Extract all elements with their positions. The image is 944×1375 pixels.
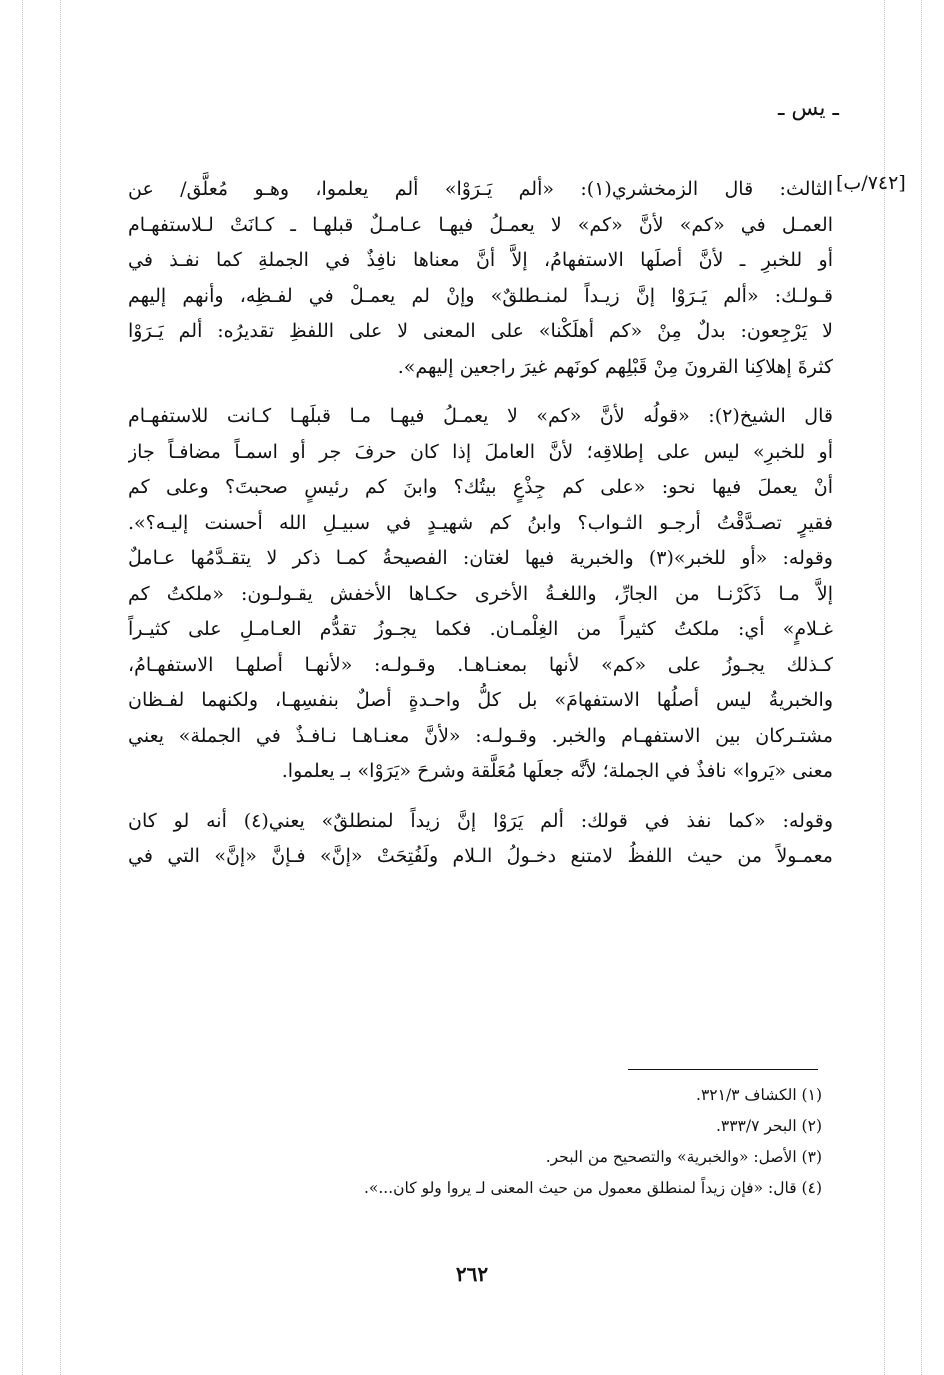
scan-guide-line bbox=[22, 0, 23, 1375]
scan-guide-line bbox=[60, 0, 61, 1375]
footnote: (١) الكشاف ٣٢١/٣. bbox=[696, 1086, 822, 1104]
scan-guide-line bbox=[884, 0, 885, 1375]
text-line: إلاَّ مـا ذَكَرْنـا من الجارِّ، واللغـةُ الأخرى حكـاها الأخفش يقـولـون: «ملكتُ كم bbox=[128, 582, 833, 605]
footnote: (٣) الأصل: «والخبرية» والتصحيح من البحر. bbox=[545, 1148, 822, 1166]
text-line: العمـل في «كم» لأنَّ «كم» لا يعمـلُ فيهـا عـامـلٌ قبلهـا ـ كـانَتْ لـلاستفهـام bbox=[128, 213, 833, 236]
text-line: معنى «يَروا» نافذٌ في الجملة؛ لأنَّه جعلَها مُعَلَّقة وشرحَ «يَرَوْا» بـ يعلموا. bbox=[281, 760, 833, 782]
text-line: غـلامٍ» أي: ملكتُ كثيراً من الغِلْمـان. فكما يجـوزُ تقدُّم العـامـلِ على كثيـراً bbox=[128, 618, 833, 640]
text-line: مشتـركان بين الاستفهـام والخبر. وقـولـه: «لأنَّ معنـاهـا نـافـذٌ في الجملة» يعني bbox=[128, 724, 833, 747]
text-line: قال الشيخ(٢): «قولُه لأنَّ «كم» لا يعمـلُ فيهـا مـا قبلَهـا كـانت للاستفهـام bbox=[128, 405, 833, 427]
paragraph bbox=[128, 172, 833, 385]
footnote: (٤) قال: «فإن زيداً لمنطلق معمول من حيث المعنى لـ يروا ولو كان...». bbox=[363, 1179, 822, 1197]
text-line: قـولـك: «ألم يَـرَوْا إنَّ زيـداً لمنـطلقٌ» وإنْ لم يعمـلْ في لفـظِه، وأنهم إليهم bbox=[128, 284, 833, 307]
footnote-separator bbox=[628, 1069, 818, 1070]
text-line: والخبريةُ ليس أصلُها الاستفهامَ» بل كلُّ واحـدةٍ أصلٌ بنفسِهـا، ولكنهما لفـظان bbox=[128, 689, 833, 711]
footnotes bbox=[128, 1080, 822, 1204]
text-line: معمـولاً من حيث اللفظُ لامتنع دخـولُ الـلام ولَفُتِحَتْ «إنَّ» فـإنَّ «إنَّ» التي في bbox=[128, 845, 833, 867]
text-line: كثرةَ إهلاكِنا القرونَ مِنْ قَبْلِهم كونَهم غيرَ راجعين إليهم». bbox=[397, 355, 833, 378]
text-line: لا يَرْجِعون: بدلٌ مِنْ «كم أهلَكْنا» على المعنى لا على اللفظِ تقديرُه: ألم يَـرَوْا bbox=[128, 320, 833, 342]
text-line: وقوله: «كما نفذ في قولك: ألم يَرَوْا إنَّ زيداً لمنطلقٌ» يعني(٤) أنه لو كان bbox=[128, 809, 833, 832]
running-header: ـ يس ـ bbox=[777, 96, 839, 121]
text-line: أنْ يعملَ فيها نحو: «على كم جِذْعٍ بيتُك؟ وابنَ كم رئيسٍ صحبتَ؟ وعلى كم bbox=[128, 476, 833, 498]
paragraph bbox=[128, 399, 833, 790]
text-line: أو للخبرِ ـ لأنَّ أصلَها الاستفهامُ، إلاَّ أنَّ معناها نافِذٌ في الجملةِ كما نفـذ في bbox=[128, 249, 833, 271]
text-line: وقوله: «أو للخبر»(٣) والخبرية فيها لغتان: الفصيحةُ كمـا ذكر لا يتقـدَّمُها عـاملٌ bbox=[128, 547, 833, 569]
text-line: فقيرٍ تصـدَّقْتُ أرجـو الثـواب؟ وابنُ كم شهيـدٍ في سبيـلِ الله أحسنت إليـه؟». bbox=[128, 511, 833, 534]
footnote: (٢) البحر ٣٣٣/٧. bbox=[715, 1117, 822, 1135]
page-number: ٢٦٢ bbox=[455, 1262, 489, 1286]
manuscript-folio-note: [٧٤٢/ب] bbox=[836, 172, 906, 194]
text-line: كـذلك يجـوزُ على «كم» لأنها بمعنـاهـا. وقـولـه: «لأنهـا أصلهـا الاستفهـامُ، bbox=[128, 653, 833, 676]
main-text bbox=[128, 172, 833, 875]
paragraph bbox=[128, 804, 833, 875]
scan-guide-line bbox=[921, 0, 922, 1375]
text-line: الثالث: قال الزمخشري(١): «ألم يَـرَوْا» ألم يعلموا، وهـو مُعلَّق/ عن bbox=[128, 178, 833, 200]
text-line: أو للخبرِ» ليس على إطلاقِه؛ لأنَّ العاملَ إذا كان حرفَ جر أو اسمـاً مضافـاً جاز bbox=[128, 440, 833, 463]
